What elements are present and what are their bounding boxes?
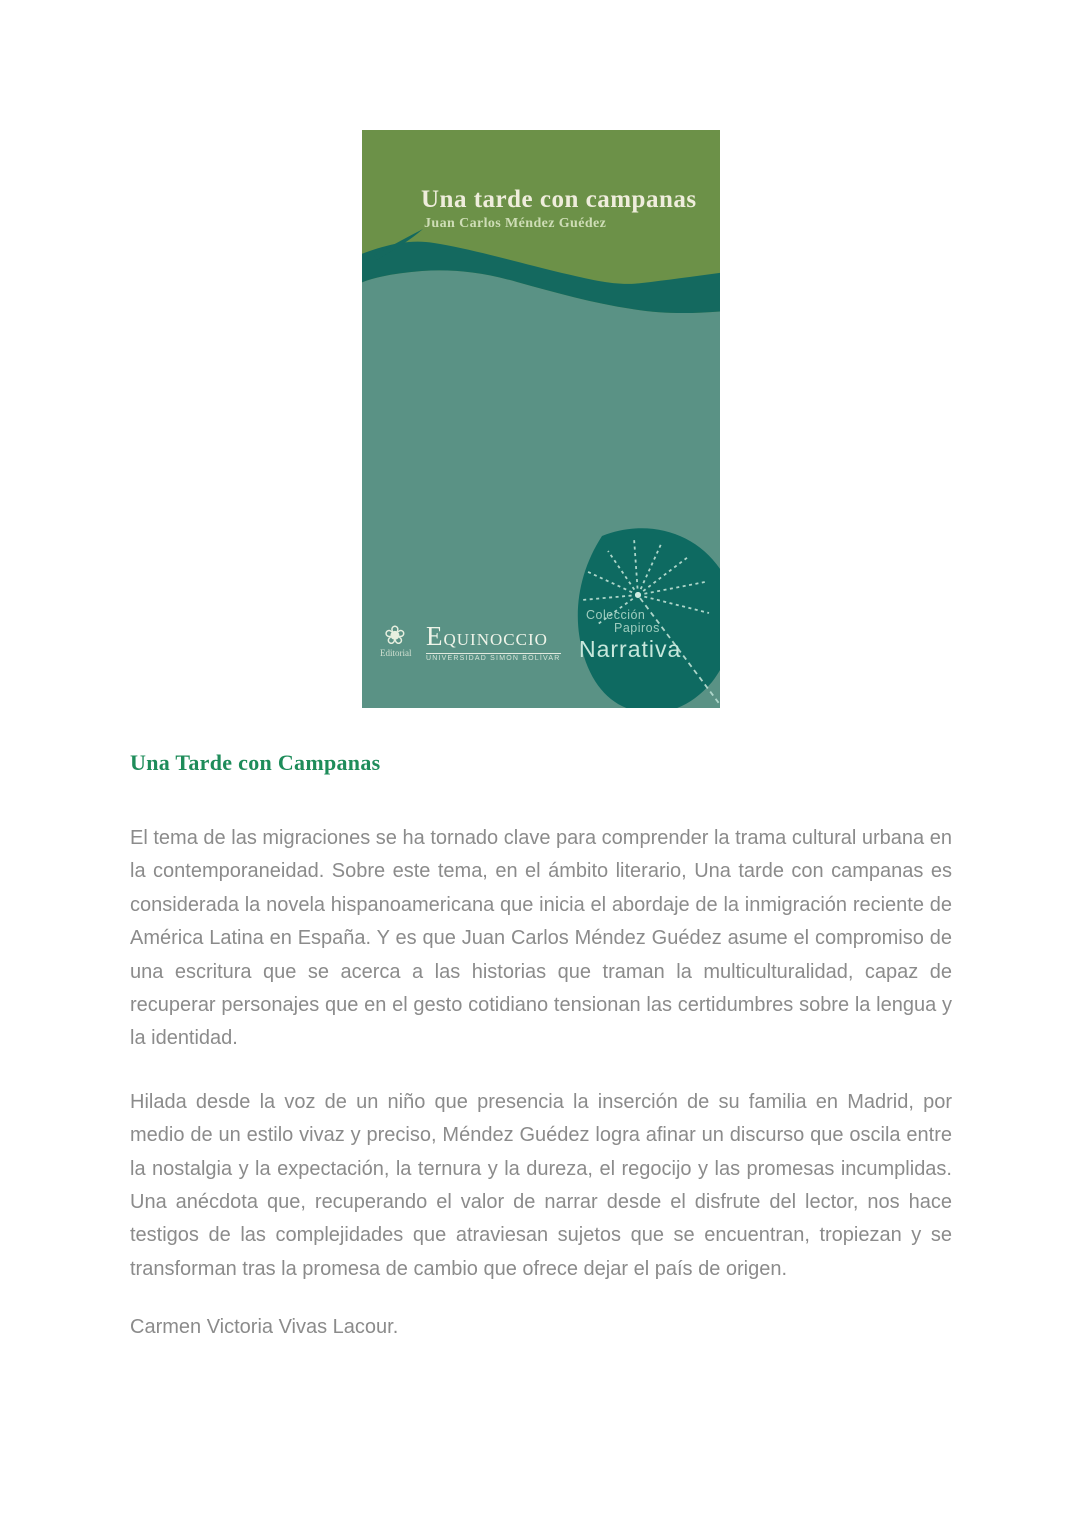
collection-label-papiros: Papiros xyxy=(614,621,660,635)
publisher-emblem xyxy=(380,620,426,668)
flower-icon: ❀ xyxy=(384,620,406,650)
cover-title: Una tarde con campanas xyxy=(421,186,697,213)
paragraph-2: Hilada desde la voz de un niño que presencia la inserción de su familia en Madrid, por medio de un estilo vivaz y preciso, Méndez Guédez logra afinar un discurso que oscila entre la nostalgia y la expectación, la ternura y la dureza, el regocijo y las promesas incumplidas. Una anécdota que, recuperando el valor de narrar desde el disfrute del lector, nos hace testigos de las complejidades que atraviesan sujetos que se encuentran, tropiezan y se transforman tras la promesa de cambio que ofrece dejar el país de origen. xyxy=(130,1090,952,1280)
collection-label-narrativa: Narrativa xyxy=(579,636,682,662)
cover-author: Juan Carlos Méndez Guédez xyxy=(424,216,607,231)
publisher-name: EQUINOCCIO xyxy=(426,624,561,654)
book-cover xyxy=(362,130,720,708)
editorial-label: Editorial xyxy=(380,648,412,658)
article-heading: Una Tarde con Campanas xyxy=(130,750,381,775)
publisher-wordmark xyxy=(426,621,561,662)
publisher-logo xyxy=(380,620,561,668)
paragraph-1: El tema de las migraciones se ha tornado clave para comprender la trama cultural urbana en la contemporaneidad. Sobre este tema, en el ámbito literario, Una tarde con campanas es considerada la novela hispanoamericana que inicia el abordaje de la inmigración reciente de América Latina en España. Y es que Juan Carlos Méndez Guédez asume el compromiso de una escritura que se acerca a las historias que traman la multiculturalidad, capaz de recuperar personajes que en el gesto cotidiano tensionan las certidumbres sobre la lengua y la identidad. xyxy=(130,827,952,1050)
signature: Carmen Victoria Vivas Lacour. xyxy=(130,1316,399,1339)
university-name: UNIVERSIDAD SIMÓN BOLÍVAR xyxy=(426,655,561,662)
article xyxy=(130,750,952,1339)
dandelion-center xyxy=(635,592,641,598)
collection-label-coleccion: Colección xyxy=(586,608,646,622)
